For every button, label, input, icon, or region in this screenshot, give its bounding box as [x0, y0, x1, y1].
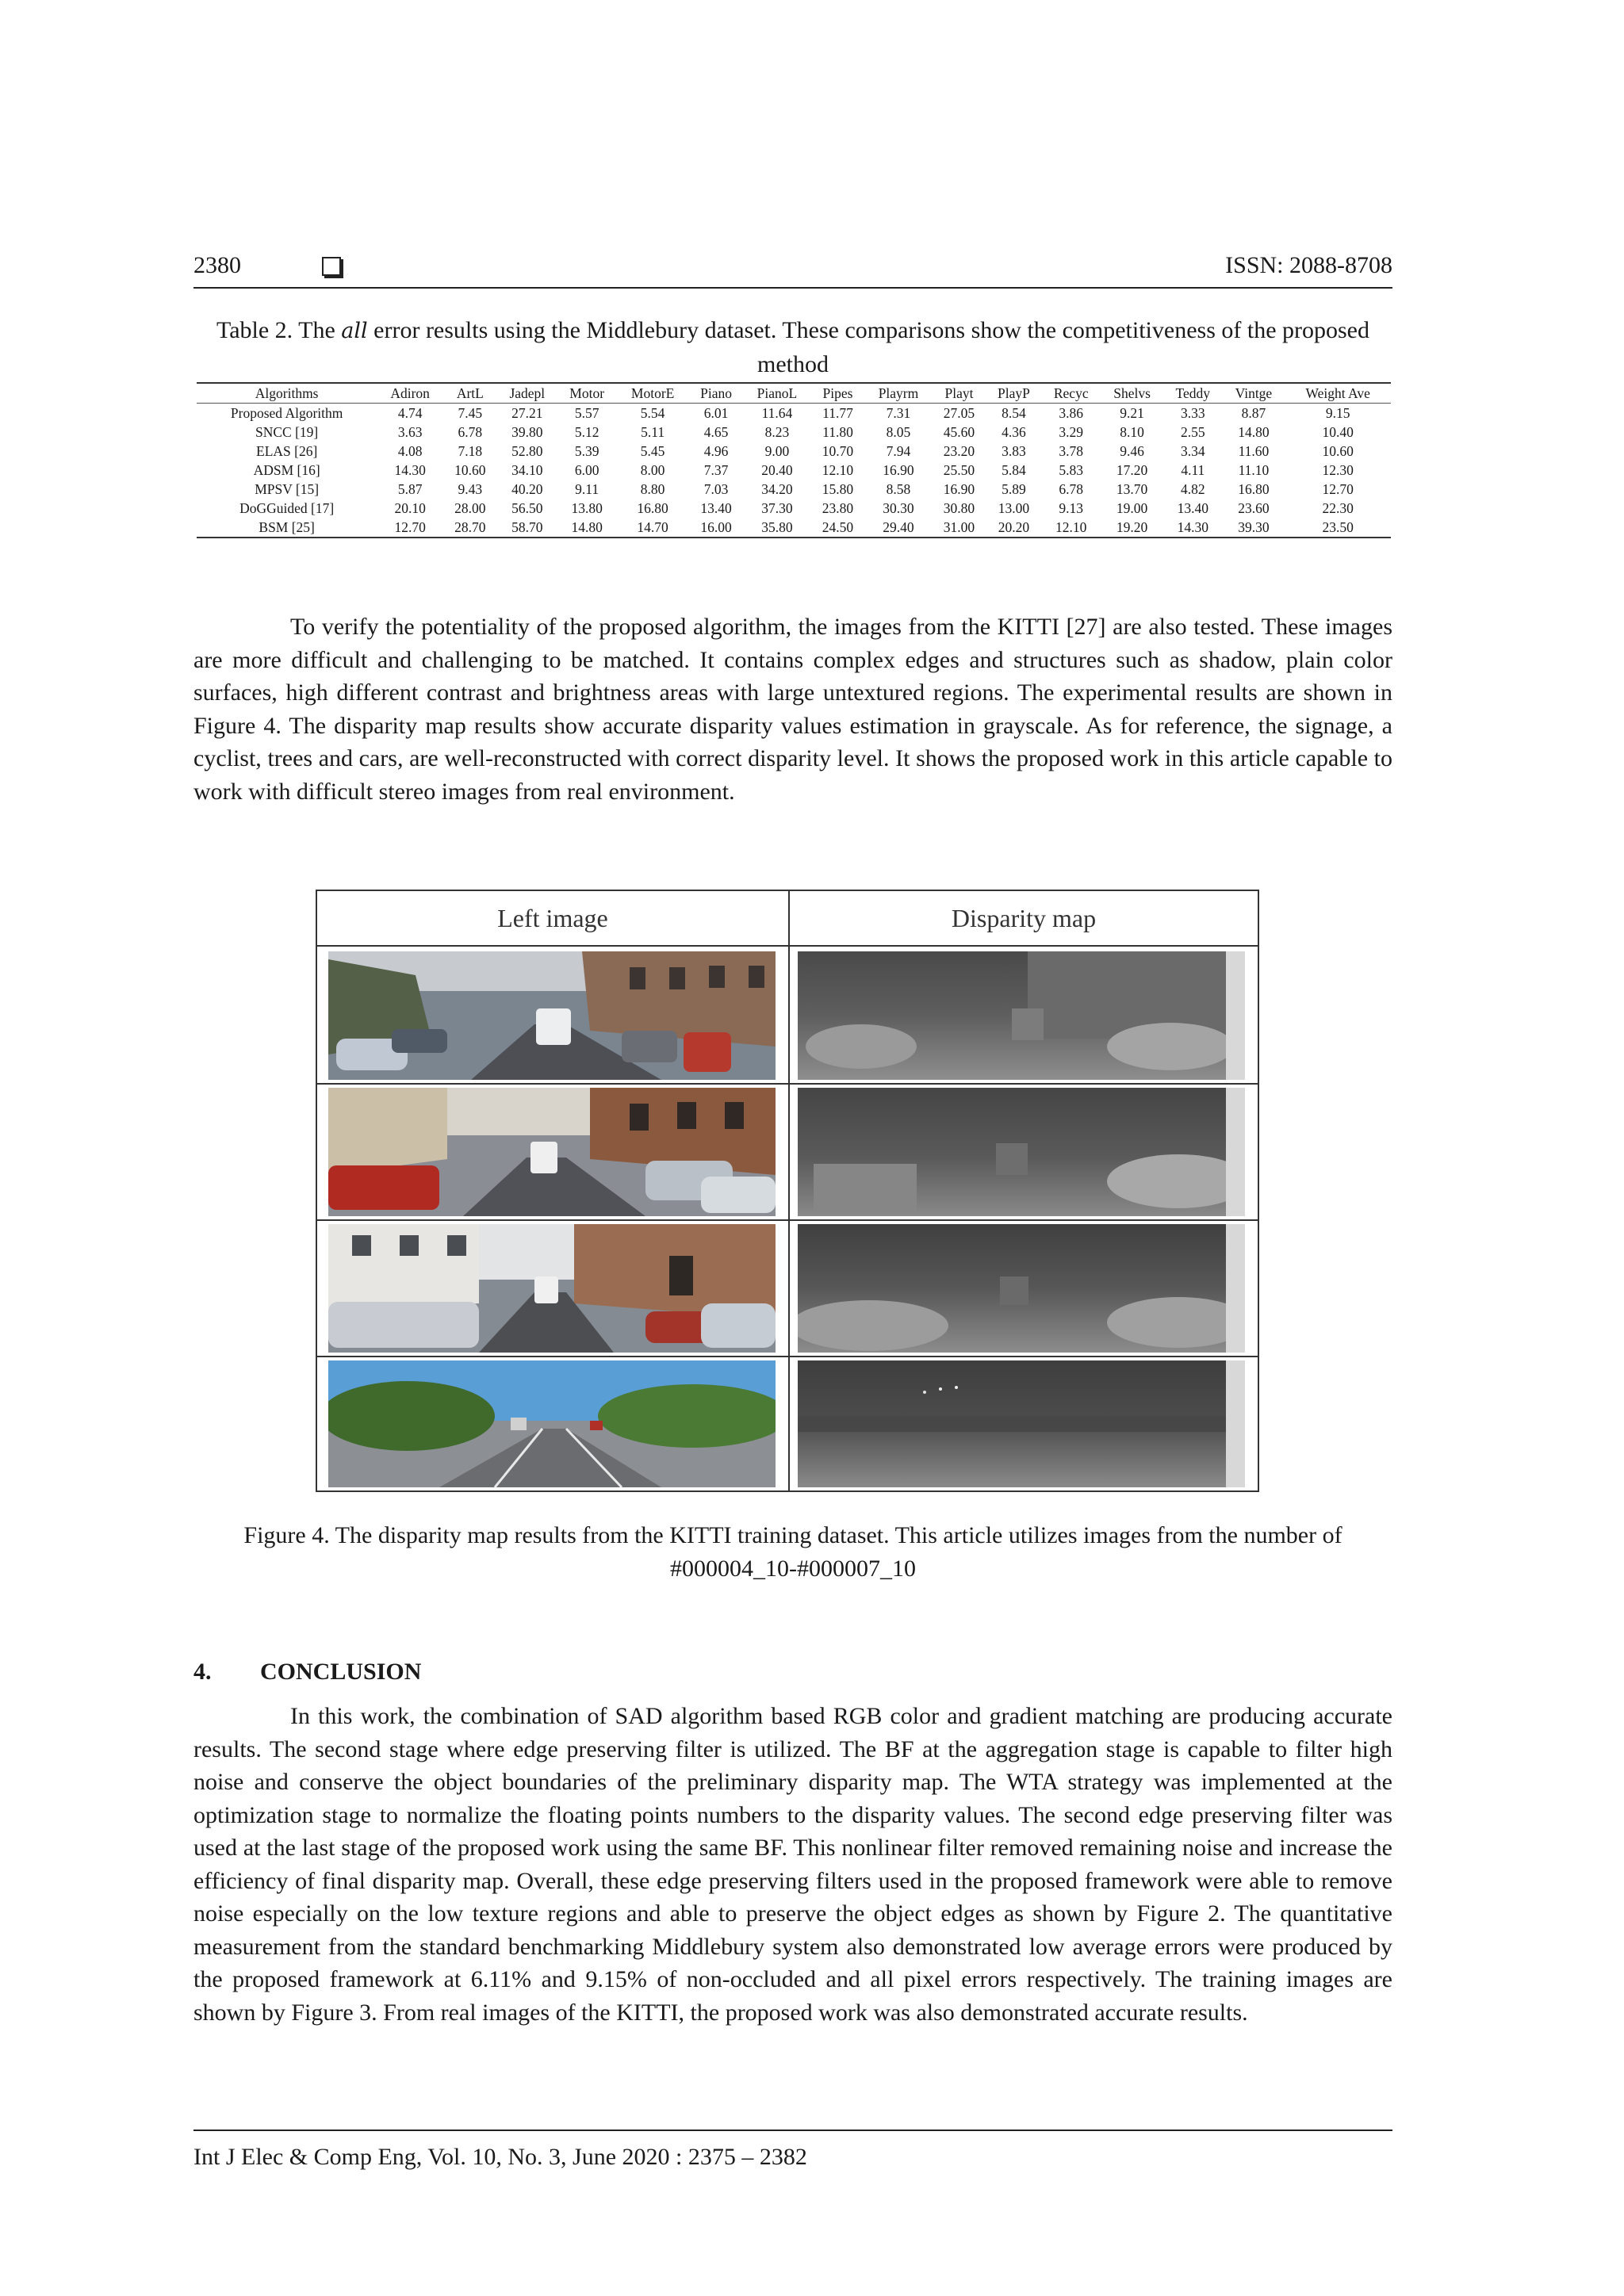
error-value: 34.10: [511, 462, 543, 478]
error-value: 5.57: [574, 405, 599, 421]
error-value: 19.20: [1101, 518, 1163, 538]
error-value: 39.80: [511, 424, 543, 440]
kitti-left-image-1: [328, 951, 776, 1080]
error-value: 20.20: [986, 518, 1041, 538]
error-value: 5.11: [641, 424, 665, 440]
disparity-map-header: Disparity map: [790, 891, 1258, 947]
page-footer: Int J Elec & Comp Eng, Vol. 10, No. 3, June 2020 : 2375 – 2382: [193, 2130, 1392, 2171]
table-row: [197, 499, 1391, 518]
kitti-left-image-2: [328, 1088, 776, 1216]
error-value: 7.45: [458, 405, 483, 421]
error-value: 23.50: [1285, 518, 1391, 538]
error-value: 11.10: [1238, 462, 1270, 478]
error-value: 6.78: [1059, 481, 1084, 497]
error-value: 7.94: [886, 443, 911, 459]
error-value: 23.80: [822, 500, 854, 516]
error-value: 8.05: [886, 424, 911, 440]
error-value: 35.80: [743, 518, 810, 538]
error-value: 16.90: [883, 462, 914, 478]
error-value: 9.11: [575, 481, 599, 497]
column-header: Adiron: [377, 383, 443, 404]
error-value: 7.37: [703, 462, 729, 478]
table-caption-em: all: [341, 319, 368, 343]
error-value: 11.64: [761, 405, 793, 421]
figure-caption: Figure 4. The disparity map results from the KITTI training dataset. This article utilizes images from the number of #000004_10-#000007_10: [243, 1522, 1342, 1582]
error-value: 9.13: [1059, 500, 1084, 516]
error-value: 4.82: [1180, 481, 1205, 497]
error-value: 5.89: [1002, 481, 1026, 497]
section-number: 4.: [193, 1659, 212, 1685]
column-header: Motor: [557, 383, 617, 404]
column-header: Pipes: [811, 383, 865, 404]
algorithm-name: DoGGuided [17]: [239, 500, 335, 516]
error-value: 8.80: [640, 481, 665, 497]
error-value: 4.36: [1002, 424, 1026, 440]
error-value: 16.80: [637, 500, 668, 516]
error-value: 8.10: [1120, 424, 1144, 440]
column-header: Recyc: [1041, 383, 1101, 404]
error-value: 56.50: [511, 500, 543, 516]
disparity-map-1: [798, 951, 1245, 1080]
left-image-header: Left image: [317, 891, 788, 947]
error-value: 8.58: [886, 481, 911, 497]
algorithm-name: ELAS [26]: [256, 443, 318, 459]
table-row: [197, 480, 1391, 499]
error-value: 40.20: [511, 481, 543, 497]
error-value: 3.29: [1059, 424, 1084, 440]
error-value: 4.74: [397, 405, 423, 421]
error-value: 9.46: [1120, 443, 1144, 459]
table-row: [197, 423, 1391, 442]
error-value: 7.31: [886, 405, 911, 421]
error-value: 4.08: [397, 443, 423, 459]
algorithm-name: SNCC [19]: [255, 424, 319, 440]
error-value: 14.80: [1238, 424, 1270, 440]
error-value: 9.00: [764, 443, 790, 459]
disparity-map-3: [798, 1224, 1245, 1353]
error-value: 8.23: [764, 424, 790, 440]
algorithm-name: MPSV [15]: [255, 481, 320, 497]
error-value: 8.00: [640, 462, 665, 478]
table-row: [197, 442, 1391, 461]
disparity-map-4: [798, 1360, 1245, 1487]
error-value: 15.80: [822, 481, 854, 497]
error-value: 2.55: [1180, 424, 1205, 440]
error-value: 13.40: [1177, 500, 1208, 516]
error-value: 45.60: [943, 424, 975, 440]
section-heading: [193, 1659, 421, 1686]
error-value: 4.96: [703, 443, 729, 459]
error-value: 11.60: [1238, 443, 1270, 459]
error-value: 3.86: [1059, 405, 1084, 421]
error-value: 23.20: [943, 443, 975, 459]
column-header: Teddy: [1163, 383, 1222, 404]
column-header: PlayP: [986, 383, 1041, 404]
error-value: 3.83: [1002, 443, 1026, 459]
error-value: 14.80: [557, 518, 617, 538]
error-value: 6.78: [458, 424, 483, 440]
error-value: 10.40: [1322, 424, 1354, 440]
error-value: 3.34: [1180, 443, 1205, 459]
error-value: 13.00: [998, 500, 1030, 516]
table-caption-post: error results using the Middlebury dataset. These comparisons show the competitiveness of the proposed method: [367, 317, 1369, 377]
error-value: 6.00: [574, 462, 599, 478]
error-value: 25.50: [943, 462, 975, 478]
error-value: 22.30: [1322, 500, 1354, 516]
algorithm-name: BSM [25]: [197, 518, 377, 538]
table-caption-pre: Table 2. The: [216, 317, 342, 343]
error-value: 16.80: [1238, 481, 1270, 497]
error-value: 13.40: [700, 500, 732, 516]
table-body: [197, 404, 1391, 538]
column-header: PianoL: [743, 383, 810, 404]
error-value: 11.77: [822, 405, 853, 421]
column-header: Vintge: [1222, 383, 1285, 404]
error-value: 7.03: [703, 481, 729, 497]
error-value: 28.00: [454, 500, 486, 516]
table-caption: [193, 314, 1392, 381]
column-header: Playt: [933, 383, 986, 404]
column-header: ArtL: [443, 383, 497, 404]
error-value: 27.21: [511, 405, 543, 421]
error-value: 5.12: [574, 424, 599, 440]
error-value: 3.63: [397, 424, 423, 440]
error-value: 5.39: [574, 443, 599, 459]
figure-4: [316, 890, 1259, 1492]
error-value: 52.80: [511, 443, 543, 459]
column-header: Piano: [689, 383, 744, 404]
error-value: 8.54: [1002, 405, 1026, 421]
error-value: 30.30: [883, 500, 914, 516]
error-value: 6.01: [703, 405, 729, 421]
error-value: 11.80: [822, 424, 853, 440]
error-value: 16.00: [689, 518, 744, 538]
error-value: 20.40: [761, 462, 793, 478]
column-header: Algorithms: [197, 383, 377, 404]
column-header: MotorE: [616, 383, 688, 404]
error-value: 27.05: [943, 405, 975, 421]
error-value: 34.20: [761, 481, 793, 497]
square-icon: [322, 257, 341, 276]
kitti-left-image-4: [328, 1360, 776, 1487]
error-value: 24.50: [811, 518, 865, 538]
algorithm-name: Proposed Algorithm: [230, 405, 343, 421]
error-value: 5.54: [640, 405, 665, 421]
error-value: 4.65: [703, 424, 729, 440]
table-row: [197, 518, 1391, 538]
error-value: 5.45: [640, 443, 665, 459]
error-value: 9.21: [1120, 405, 1144, 421]
error-value: 12.10: [1041, 518, 1101, 538]
error-value: 4.11: [1181, 462, 1205, 478]
column-header: Playrm: [864, 383, 932, 404]
error-value: 13.80: [571, 500, 603, 516]
table-row: [197, 404, 1391, 423]
error-value: 10.70: [822, 443, 854, 459]
error-value: 3.78: [1059, 443, 1084, 459]
column-header: Jadepl: [497, 383, 557, 404]
section-title: CONCLUSION: [260, 1659, 422, 1685]
error-value: 20.10: [394, 500, 426, 516]
kitti-left-image-3: [328, 1224, 776, 1353]
error-value: 14.30: [1163, 518, 1222, 538]
column-header: Shelvs: [1101, 383, 1163, 404]
page-header: [193, 252, 1392, 289]
error-value: 17.20: [1116, 462, 1148, 478]
algorithm-name: ADSM [16]: [253, 462, 320, 478]
error-value: 12.10: [822, 462, 854, 478]
body-paragraph-conclusion: [193, 1700, 1392, 2029]
error-value: 19.00: [1116, 500, 1148, 516]
error-value: 37.30: [761, 500, 793, 516]
error-value: 58.70: [497, 518, 557, 538]
error-value: 7.18: [458, 443, 483, 459]
error-value: 39.30: [1222, 518, 1285, 538]
error-value: 5.84: [1002, 462, 1026, 478]
error-value: 12.70: [1322, 481, 1354, 497]
error-value: 10.60: [1322, 443, 1354, 459]
body-paragraph-kitti: [193, 610, 1392, 808]
error-value: 9.43: [458, 481, 483, 497]
error-value: 12.30: [1322, 462, 1354, 478]
paragraph-text: To verify the potentiality of the proposed algorithm, the images from the KITTI [27] are also tested. These images are more difficult and challenging to be matched. It contains complex edges and structures such as shadow, plain color surfaces, high different contrast and brightness areas with large untextured regions. The experimental results are shown in Figure 4. The disparity map results show accurate disparity values estimation in grayscale. As for reference, the signage, a cyclist, trees and cars, are well-reconstructed with correct disparity level. It shows the proposed work in this article capable to work with difficult stereo images from real environment.: [193, 614, 1392, 805]
error-value: 14.30: [394, 462, 426, 478]
error-value: 28.70: [443, 518, 497, 538]
error-value: 12.70: [377, 518, 443, 538]
error-value: 3.33: [1180, 405, 1205, 421]
error-value: 8.87: [1241, 405, 1266, 421]
results-table: [197, 382, 1391, 538]
error-value: 13.70: [1116, 481, 1148, 497]
error-value: 9.15: [1325, 405, 1350, 421]
error-value: 30.80: [943, 500, 975, 516]
paragraph-text: In this work, the combination of SAD algorithm based RGB color and gradient matching are producing accurate results. The second stage where edge preserving filter is utilized. The BF at the aggregation stage is capable to filter high noise and conserve the object boundaries of the preliminary disparity map. The WTA strategy was implemented at the optimization stage to normalize the floating points numbers to the disparity values. The second edge preserving filter was used at the last stage of the proposed work using the same BF. This nonlinear filter removed remaining noise and increase the efficiency of final disparity map. Overall, these edge preserving filters used in the proposed framework were able to remove noise especially on the low texture regions and able to preserve the object edges as shown by Figure 2. The quantitative measurement from the standard benchmarking Middlebury system also demonstrated low average errors were produced by the proposed framework at 6.11% and 9.15% of non-occluded and all pixel errors respectively. The training images are shown by Figure 3. From real images of the KITTI, the proposed work was also demonstrated accurate results.: [193, 1703, 1392, 2026]
error-value: 31.00: [933, 518, 986, 538]
error-value: 10.60: [454, 462, 486, 478]
table-header-row: [197, 383, 1391, 404]
page-number: 2380: [193, 252, 241, 278]
table-row: [197, 461, 1391, 480]
error-value: 5.87: [397, 481, 423, 497]
error-value: 5.83: [1059, 462, 1084, 478]
column-header: Weight Ave: [1285, 383, 1391, 404]
error-value: 29.40: [864, 518, 932, 538]
error-value: 23.60: [1238, 500, 1270, 516]
error-value: 14.70: [616, 518, 688, 538]
error-value: 16.90: [943, 481, 975, 497]
disparity-map-2: [798, 1088, 1245, 1216]
issn: ISSN: 2088-8708: [1225, 252, 1392, 278]
